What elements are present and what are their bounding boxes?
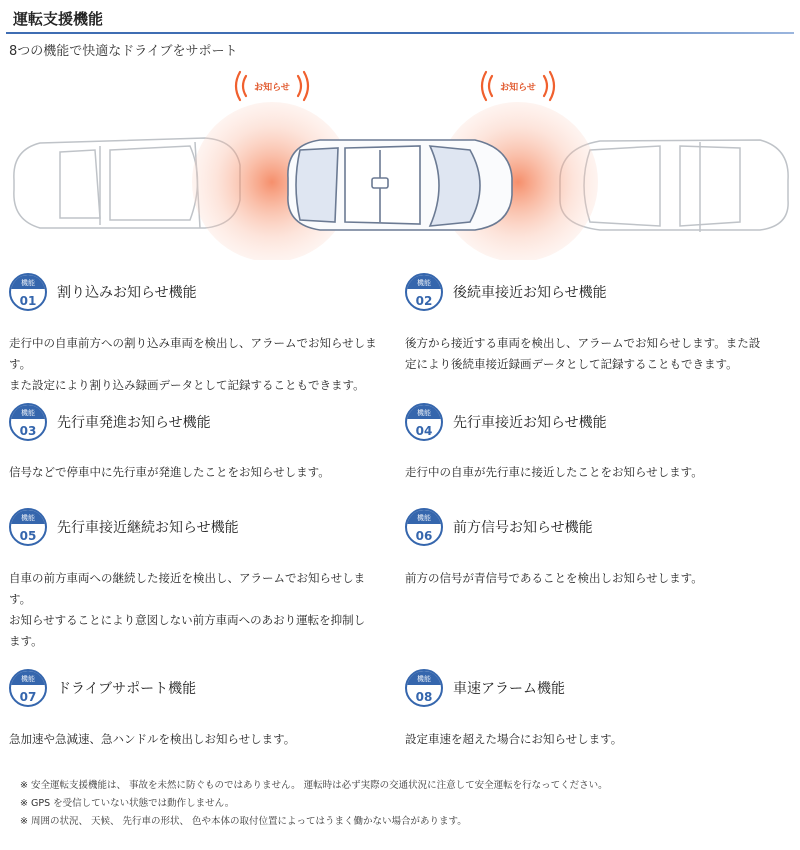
badge-label: 機能 <box>11 405 45 419</box>
badge-number: 01 <box>19 294 37 308</box>
alert-label-right: お知らせ <box>500 83 536 93</box>
feature-badge <box>9 669 47 707</box>
feature-04-desc <box>405 462 777 483</box>
footnote: ※ 周囲の状況、 天候、 先行車の形状、 色や本体の取付位置によってはうまく働かない場合があります。 <box>20 816 467 827</box>
feature-badge <box>405 669 443 707</box>
page-subtitle: 8つの機能で快適なドライブをサポート <box>9 44 238 59</box>
feature-badge <box>9 273 47 311</box>
footnote: ※ 安全運転支援機能は、 事故を未然に防ぐものではありません。 運転時は必ず実際の交通状況に注意して安全運転を行なってください。 <box>20 780 608 791</box>
badge-label: 機能 <box>11 671 45 685</box>
desc-line: ます。 <box>9 634 43 648</box>
badge-label: 機能 <box>407 671 441 685</box>
badge-label: 機能 <box>407 275 441 289</box>
badge-label: 機能 <box>11 510 45 524</box>
car-illustration <box>0 60 800 260</box>
center-car <box>288 140 512 230</box>
feature-03-desc <box>9 462 381 483</box>
feature-badge <box>9 508 47 546</box>
feature-02-desc <box>405 333 777 375</box>
feature-title: 後続車接近お知らせ機能 <box>453 285 607 301</box>
badge-number: 08 <box>415 690 433 704</box>
feature-title: 割り込みお知らせ機能 <box>57 285 197 301</box>
desc-line: 走行中の自車が先行車に接近したことをお知らせします。 <box>405 465 703 479</box>
feature-badge <box>405 273 443 311</box>
feature-07-desc <box>9 729 381 750</box>
feature-badge <box>9 403 47 441</box>
page-title: 運転支援機能 <box>13 10 104 28</box>
feature-badge <box>405 403 443 441</box>
desc-line: 後方から接近する車両を検出し、アラームでお知らせします。また設 <box>405 336 761 350</box>
desc-line: 信号などで停車中に先行車が発進したことをお知らせします。 <box>9 465 330 479</box>
alert-label-left: お知らせ <box>254 83 290 93</box>
desc-line: 自車の前方車両への継続した接近を検出し、アラームでお知らせしま <box>9 571 366 585</box>
feature-01-desc <box>9 333 381 396</box>
footnote: ※ GPS を受信していない状態では動作しません。 <box>20 798 235 809</box>
feature-title: ドライブサポート機能 <box>57 681 197 697</box>
badge-number: 06 <box>415 529 433 543</box>
feature-title: 先行車接近お知らせ機能 <box>453 415 607 431</box>
desc-line: また設定により割り込み録画データとして記録することもできます。 <box>9 378 365 392</box>
desc-line: す。 <box>9 592 32 606</box>
badge-number: 04 <box>415 424 433 438</box>
desc-line: 設定車速を超えた場合にお知らせします。 <box>405 732 623 746</box>
title-divider <box>6 32 794 34</box>
desc-line: 走行中の自車前方への割り込み車両を検出し、アラームでお知らせしま <box>9 336 377 350</box>
badge-number: 07 <box>19 690 37 704</box>
feature-title: 前方信号お知らせ機能 <box>453 520 593 536</box>
desc-line: 急加速や急減速、急ハンドルを検出しお知らせします。 <box>9 732 296 746</box>
badge-label: 機能 <box>407 405 441 419</box>
badge-number: 02 <box>415 294 433 308</box>
desc-line: す。 <box>9 357 32 371</box>
feature-title: 先行車接近継続お知らせ機能 <box>57 520 239 536</box>
feature-badge <box>405 508 443 546</box>
desc-line: 定により後続車接近録画データとして記録することもできます。 <box>405 357 738 371</box>
footnotes <box>20 777 608 831</box>
feature-05-desc <box>9 568 381 652</box>
feature-title: 先行車発進お知らせ機能 <box>57 415 211 431</box>
desc-line: お知らせすることにより意図しない前方車両へのあおり運転を抑制し <box>9 613 366 627</box>
badge-label: 機能 <box>11 275 45 289</box>
badge-number: 05 <box>19 529 37 543</box>
feature-title: 車速アラーム機能 <box>453 681 565 697</box>
feature-06-desc <box>405 568 777 589</box>
badge-label: 機能 <box>407 510 441 524</box>
badge-number: 03 <box>19 424 37 438</box>
desc-line: 前方の信号が青信号であることを検出しお知らせします。 <box>405 571 703 585</box>
feature-08-desc <box>405 729 777 750</box>
